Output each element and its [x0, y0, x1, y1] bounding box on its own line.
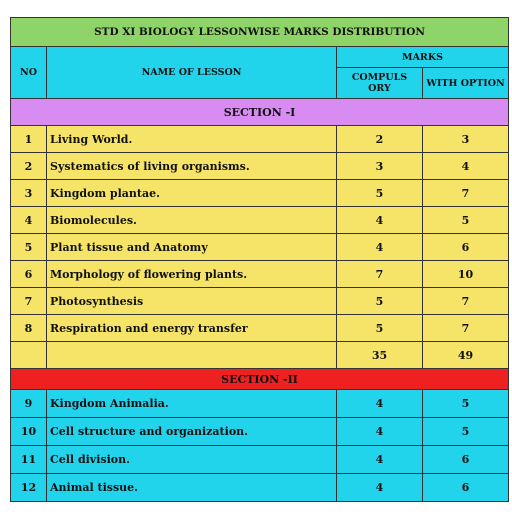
table-row — [11, 390, 509, 418]
row-no: 5 — [11, 234, 47, 261]
row-no: 3 — [11, 180, 47, 207]
compulsory-marks: 5 — [337, 288, 423, 315]
with-option-marks: 7 — [423, 180, 509, 207]
with-option-marks: 5 — [423, 207, 509, 234]
compulsory-marks: 4 — [337, 390, 423, 418]
row-no: 4 — [11, 207, 47, 234]
with-option-marks: 3 — [423, 126, 509, 153]
lesson-name: Respiration and energy transfer — [47, 315, 337, 342]
lesson-name: Biomolecules. — [47, 207, 337, 234]
section-1-title: SECTION -I — [11, 99, 509, 126]
header-marks: MARKS — [337, 47, 509, 68]
total-with-option: 49 — [423, 342, 509, 369]
lesson-name: Cell structure and organization. — [47, 418, 337, 446]
compulsory-marks: 4 — [337, 234, 423, 261]
row-no: 11 — [11, 446, 47, 474]
row-no: 12 — [11, 474, 47, 502]
table-row — [11, 126, 509, 153]
with-option-marks: 6 — [423, 446, 509, 474]
table-row — [11, 315, 509, 342]
table-row — [11, 474, 509, 502]
lesson-name: Systematics of living organisms. — [47, 153, 337, 180]
compulsory-marks: 5 — [337, 180, 423, 207]
table-row — [11, 234, 509, 261]
table-row — [11, 207, 509, 234]
lesson-name: Morphology of flowering plants. — [47, 261, 337, 288]
compulsory-marks: 4 — [337, 474, 423, 502]
lesson-name: Kingdom plantae. — [47, 180, 337, 207]
compulsory-marks: 2 — [337, 126, 423, 153]
with-option-marks: 7 — [423, 315, 509, 342]
row-no: 6 — [11, 261, 47, 288]
compulsory-marks: 7 — [337, 261, 423, 288]
table-row — [11, 418, 509, 446]
lesson-name: Photosynthesis — [47, 288, 337, 315]
table-row — [11, 180, 509, 207]
with-option-marks: 6 — [423, 234, 509, 261]
row-no: 10 — [11, 418, 47, 446]
with-option-marks: 6 — [423, 474, 509, 502]
lesson-name: Plant tissue and Anatomy — [47, 234, 337, 261]
with-option-marks: 10 — [423, 261, 509, 288]
compulsory-marks: 5 — [337, 315, 423, 342]
total-row — [11, 342, 509, 369]
table-row — [11, 153, 509, 180]
table-row — [11, 261, 509, 288]
total-name-cell — [47, 342, 337, 369]
marks-table — [10, 17, 509, 502]
with-option-marks: 5 — [423, 418, 509, 446]
header-compulsory: COMPULS ORY — [337, 68, 423, 99]
total-compulsory: 35 — [337, 342, 423, 369]
with-option-marks: 4 — [423, 153, 509, 180]
row-no: 1 — [11, 126, 47, 153]
lesson-name: Animal tissue. — [47, 474, 337, 502]
with-option-marks: 5 — [423, 390, 509, 418]
table-title: STD XI BIOLOGY LESSONWISE MARKS DISTRIBUTION — [11, 18, 509, 47]
row-no: 8 — [11, 315, 47, 342]
with-option-marks: 7 — [423, 288, 509, 315]
compulsory-marks: 4 — [337, 207, 423, 234]
header-no: NO — [11, 47, 47, 99]
header-with-option: WITH OPTION — [423, 68, 509, 99]
compulsory-marks: 4 — [337, 446, 423, 474]
row-no: 7 — [11, 288, 47, 315]
lesson-name: Cell division. — [47, 446, 337, 474]
total-no-cell — [11, 342, 47, 369]
lesson-name: Kingdom Animalia. — [47, 390, 337, 418]
table-row — [11, 288, 509, 315]
row-no: 9 — [11, 390, 47, 418]
table-row — [11, 446, 509, 474]
header-name-of-lesson: NAME OF LESSON — [47, 47, 337, 99]
section-2-title: SECTION -II — [11, 369, 509, 390]
row-no: 2 — [11, 153, 47, 180]
compulsory-marks: 3 — [337, 153, 423, 180]
lesson-name: Living World. — [47, 126, 337, 153]
compulsory-marks: 4 — [337, 418, 423, 446]
